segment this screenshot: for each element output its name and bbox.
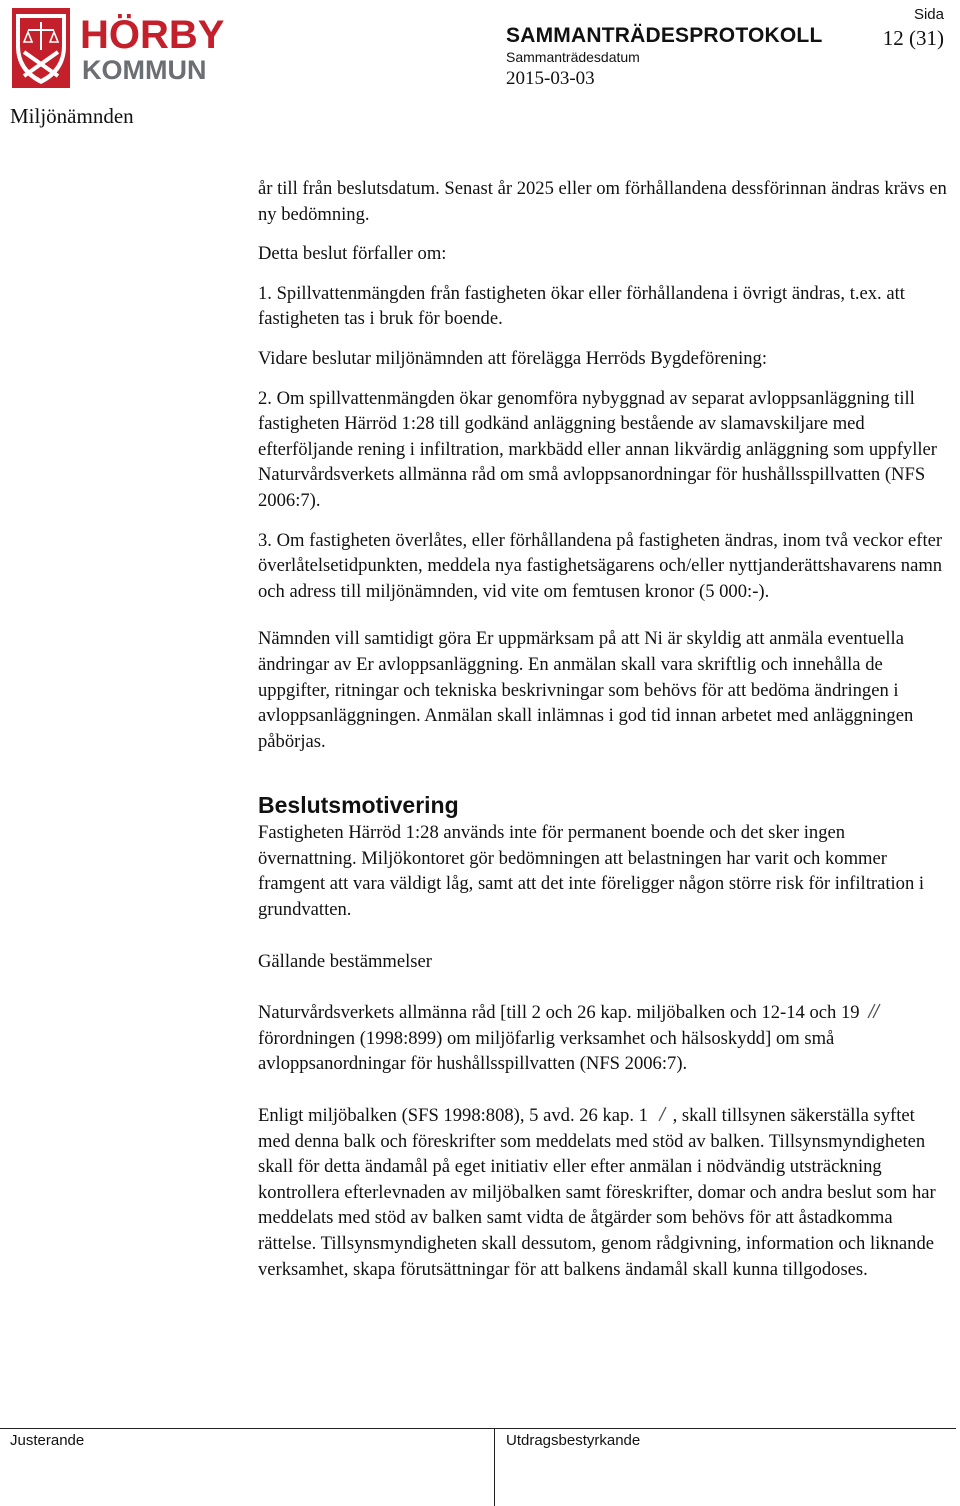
footer-vertical-divider xyxy=(494,1428,495,1506)
paragraph xyxy=(258,1103,948,1282)
section-sign-icon xyxy=(653,1105,673,1123)
page-label: Sida xyxy=(913,6,944,23)
paragraph: Gällande bestämmelser xyxy=(258,950,432,972)
paragraph-text: förordningen (1998:899) om miljöfarlig verksamhet och hälsoskydd] om små avloppsanordningar för hushållsspillvatten (NFS 2006:7). xyxy=(258,1027,835,1075)
horby-kommun-logo xyxy=(10,6,225,92)
paragraph-text: Naturvårdsverkets allmänna råd [till 2 och 26 kap. miljöbalken och 12-14 och 19 xyxy=(258,1002,860,1024)
page-number: 12 (31) xyxy=(882,26,944,50)
footer-utdragsbestyrkande: Utdragsbestyrkande xyxy=(506,1432,641,1449)
document-body xyxy=(258,176,948,1282)
paragraph: Fastigheten Härröd 1:28 används inte för permanent boende och det sker ingen övernattning. Miljökontoret gör bedömningen att belastningen har varit och kommer framgent att vara väldigt låg, samt att det inte föreligger någon större risk för infiltration i grundvatten. xyxy=(258,822,925,921)
committee-name: Miljönämnden xyxy=(10,104,134,128)
footer-justerande: Justerande xyxy=(10,1432,85,1449)
paragraph xyxy=(258,1000,948,1077)
horby-kommun-logo-icon xyxy=(10,6,225,92)
document-header xyxy=(506,24,822,90)
paragraph: år till från beslutsdatum. Senast år 2025 eller om förhållandena dessförinnan ändras krävs en ny bedömning. xyxy=(258,178,947,225)
paragraph: Vidare beslutar miljönämnden att förelägga Herröds Bygdeförening: xyxy=(258,347,768,369)
logo-line1: HÖRBY xyxy=(80,13,225,57)
section-heading: Beslutsmotivering xyxy=(258,792,459,819)
meeting-date-label: Sammanträdesdatum xyxy=(506,49,640,65)
section-sign-icon xyxy=(864,1002,884,1020)
meeting-date: 2015-03-03 xyxy=(506,68,595,89)
paragraph: Detta beslut förfaller om: xyxy=(258,243,447,265)
footer-divider xyxy=(0,1428,956,1429)
document-title: SAMMANTRÄDESPROTOKOLL xyxy=(506,24,823,47)
logo-line2: KOMMUN xyxy=(82,55,207,85)
paragraph: 3. Om fastigheten överlåtes, eller förhållandena på fastigheten ändras, inom två veckor efter överlåtelsetidpunkten, meddela nya fastighetsägarens och/eller nyttjanderättshavarens namn och adress till miljönämnden, vid vite om femtusen kronor (5 000:-). xyxy=(258,529,943,602)
paragraph: Nämnden vill samtidigt göra Er uppmärksam på att Ni är skyldig att anmäla eventuella ändringar av Er avloppsanläggning. En anmälan skall vara skriftlig och innehålla de uppgifter, ritningar och tekniska beskrivningar som behövs för att bedöma ändringen i avloppsanläggningen. Anmälan skall inlämnas i god tid innan arbetet med anläggningen påbörjas. xyxy=(258,628,914,752)
paragraph: 2. Om spillvattenmängden ökar genomföra nybyggnad av separat avloppsanläggning till fastigheten Härröd 1:28 till godkänd anläggning bestående av slamavskiljare med efterföljande rening i infiltration, markbädd eller annan likvärdig anläggning som uppfyller Naturvårdsverkets allmänna råd om små avloppsanordningar för hushållsspillvatten (NFS 2006:7). xyxy=(258,387,937,511)
paragraph: 1. Spillvattenmängden från fastigheten ökar eller förhållandena i övrigt ändras, t.ex. att fastigheten tas i bruk för boende. xyxy=(258,282,905,330)
paragraph-text: Enligt miljöbalken (SFS 1998:808), 5 avd. 26 kap. 1 xyxy=(258,1105,648,1127)
paragraph-text: , skall tillsynen säkerställa syftet med denna balk och föreskrifter som meddelats med stöd av balken. Tillsynsmyndigheten skall för detta ändamål på eget initiativ eller efter anmälan i nödvändig utsträckning kontrollera efterlevnaden av miljöbalken samt föreskrifter, domar och andra beslut som har meddelats med stöd av balken samt vidta de åtgärder som behövs för att åstadkomma rättelse. Tillsynsmyndigheten skall dessutom, genom rådgivning, information och liknande verksamhet, skapa förutsättningar för att balkens ändamål skall kunna tillgodoses. xyxy=(258,1105,936,1280)
